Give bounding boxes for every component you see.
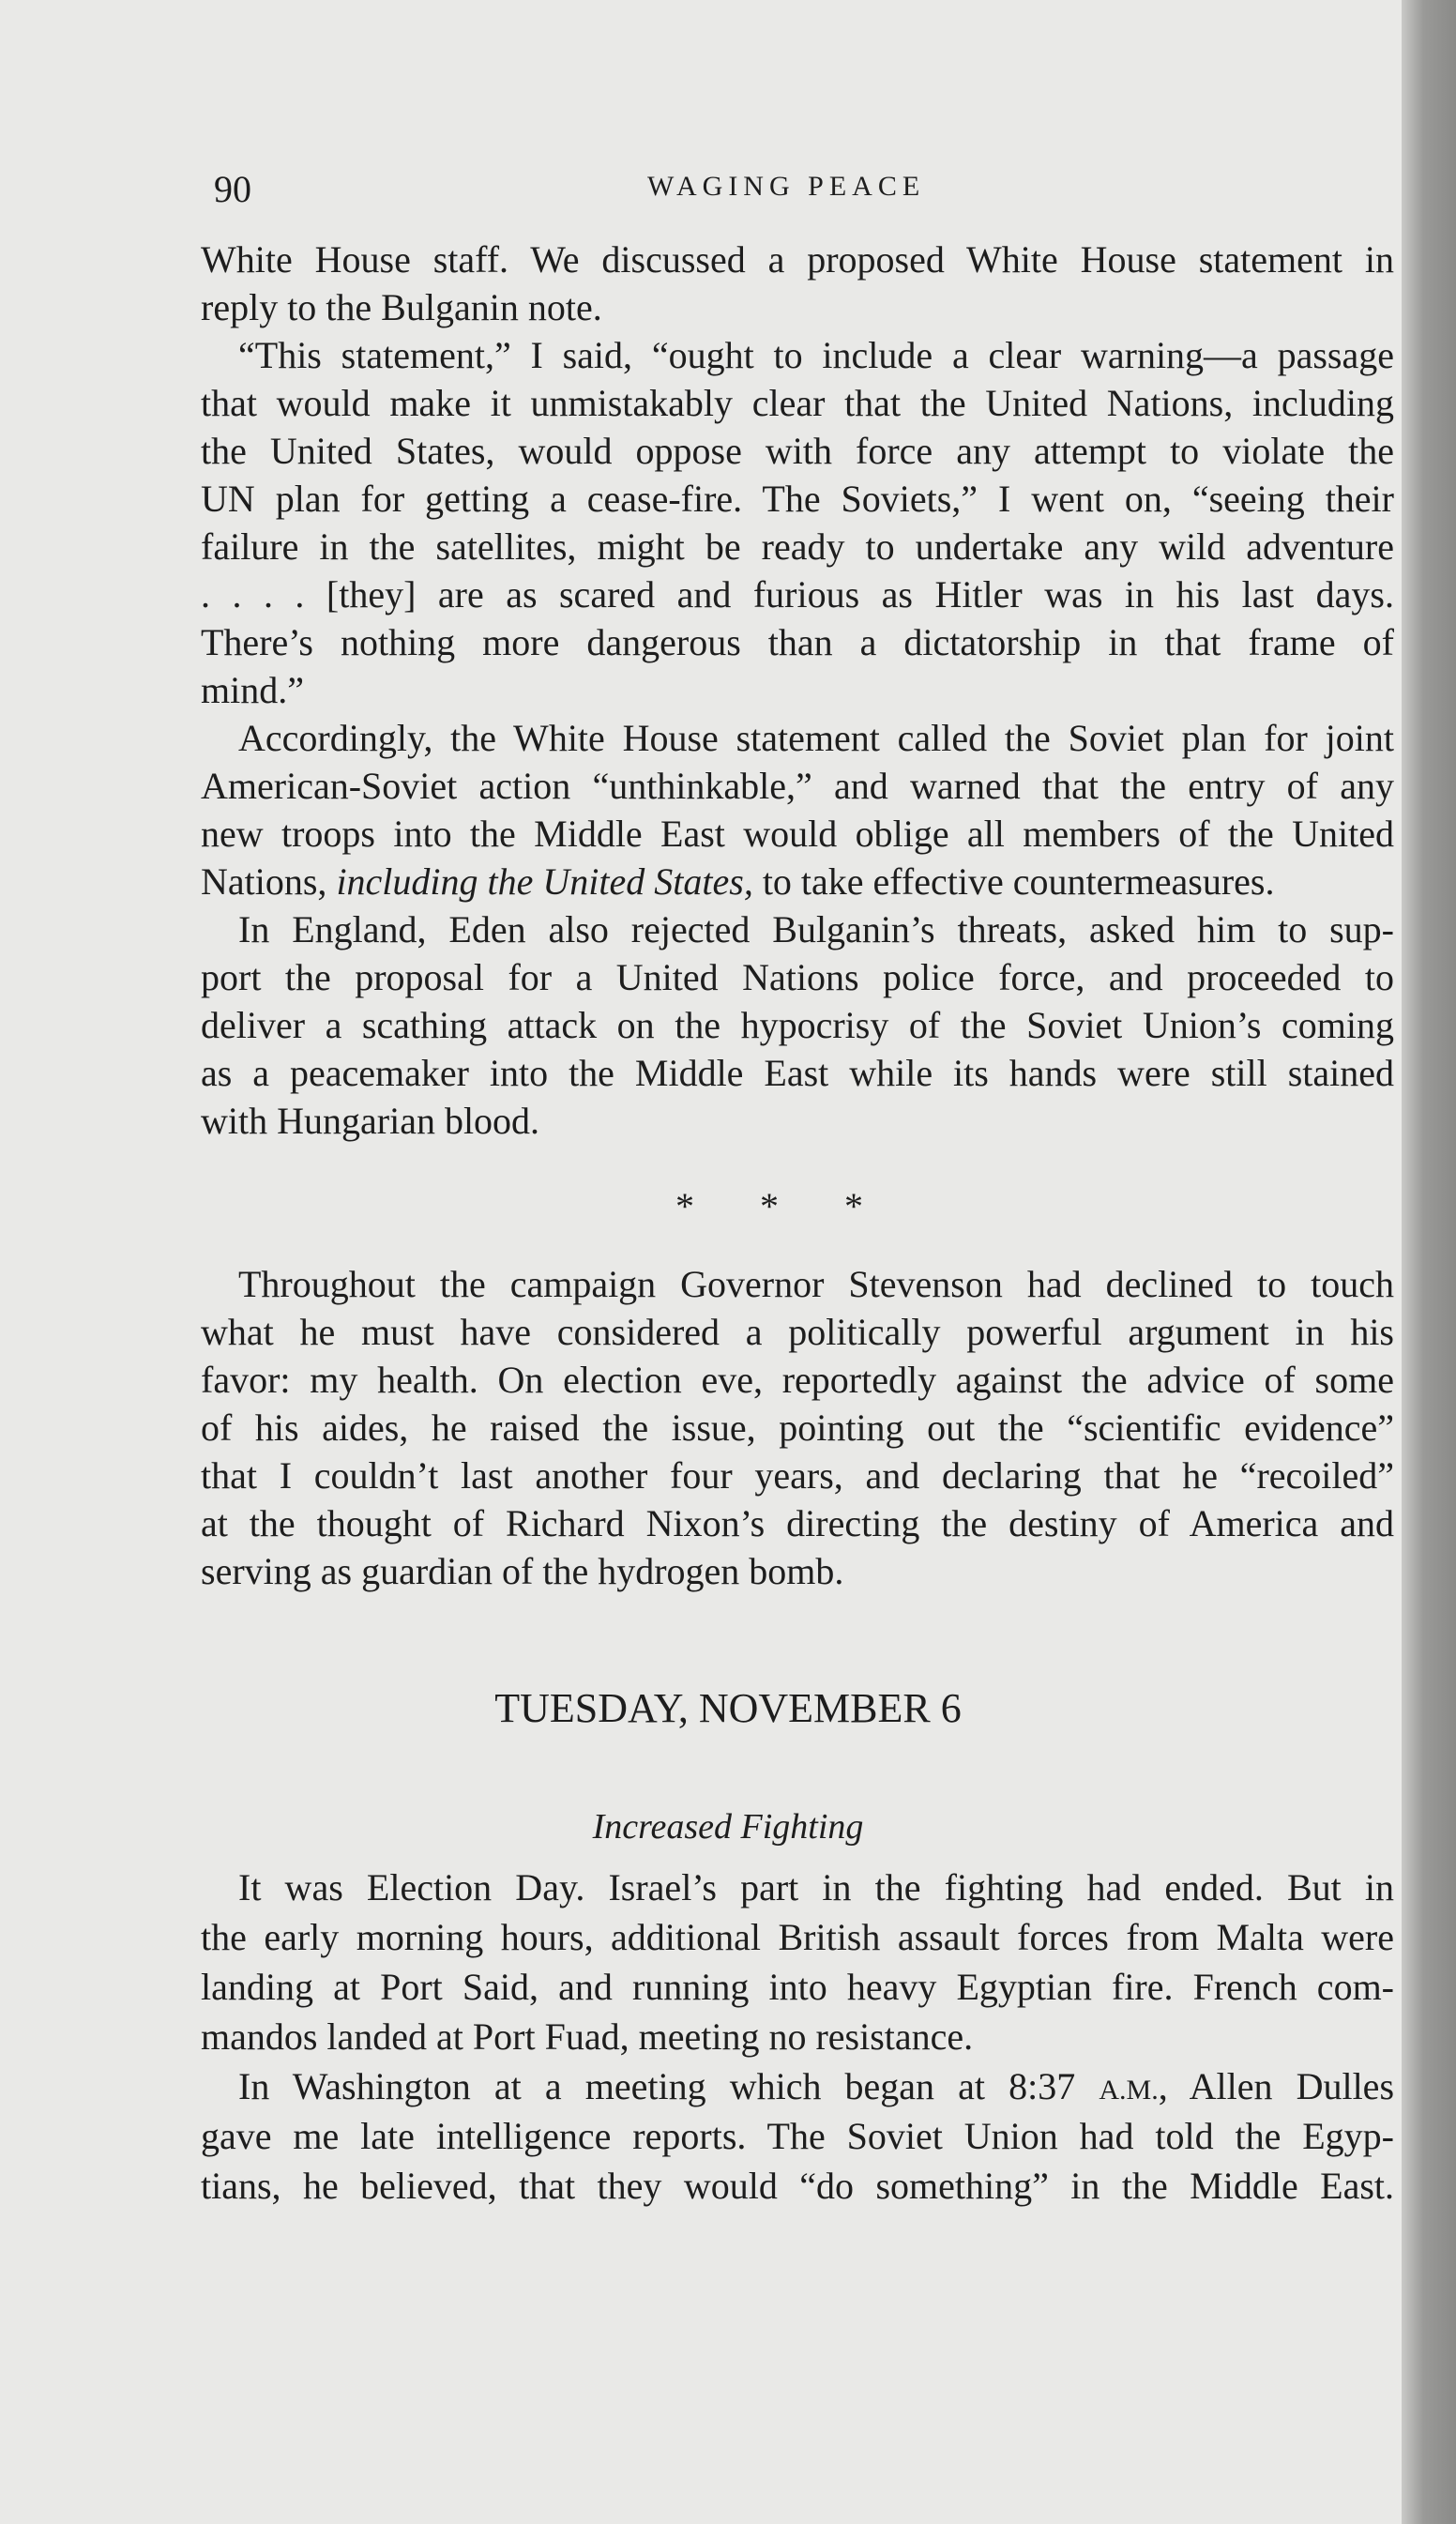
text-line: failure in the satellites, might be ready to undertake any wild adventure (201, 525, 1394, 568)
text-line: mind.” (201, 669, 304, 711)
text-line: serving as guardian of the hydrogen bomb. (201, 1550, 844, 1592)
text-line: tians, he believed, that they would “do something” in the Middle East. (201, 2165, 1394, 2207)
text-line: at the thought of Richard Nixon’s directing the destiny of America and (201, 1502, 1394, 1544)
text-line: new troops into the Middle East would oblige all members of the United (201, 813, 1394, 855)
text-segment: , Allen Dulles (1158, 2065, 1395, 2107)
text-line: “This statement,” I said, “ought to include a clear warning—a passage (238, 334, 1394, 376)
paragraph (201, 331, 1394, 714)
text-line (201, 858, 1394, 905)
text-segment: Nations, (201, 860, 337, 903)
text-segment: In Washington at a meeting which began at 8:37 (238, 2065, 1100, 2107)
paragraph (201, 2061, 1394, 2211)
text-line: Accordingly, the White House statement called the Soviet plan for joint (238, 717, 1394, 759)
text-line: reply to the Bulganin note. (201, 286, 602, 328)
text-line: Throughout the campaign Governor Stevenson had declined to touch (238, 1263, 1394, 1305)
page-number: 90 (214, 168, 251, 210)
small-caps-text: A.M. (1099, 2075, 1159, 2106)
paragraph (201, 905, 1394, 1145)
text-line: White House staff. We discussed a proposed White House statement in (201, 238, 1394, 281)
paragraph (201, 1863, 1394, 2061)
text-line (201, 2061, 1394, 2111)
paragraph (201, 1260, 1394, 1595)
text-line: gave me late intelligence reports. The Soviet Union had told the Egyp- (201, 2115, 1394, 2157)
text-line: as a peacemaker into the Middle East while its hands were still stained (201, 1052, 1394, 1094)
text-line: that I couldn’t last another four years, and declaring that he “recoiled” (201, 1454, 1394, 1497)
text-line: the United States, would oppose with force any attempt to violate the (201, 430, 1394, 472)
section-subheading: Increased Fighting (592, 1807, 864, 1847)
running-head: WAGING PEACE (647, 171, 926, 202)
text-line: mandos landed at Port Fuad, meeting no resistance. (201, 2015, 974, 2058)
text-segment: to take effective countermeasures. (752, 860, 1275, 903)
text-line: that would make it unmistakably clear that the United Nations, including (201, 382, 1394, 424)
text-line: In England, Eden also rejected Bulganin’s threats, asked him to sup- (238, 908, 1394, 950)
paragraph (201, 236, 1394, 331)
text-line: American-Soviet action “unthinkable,” and warned that the entry of any (201, 765, 1394, 807)
text-line: UN plan for getting a cease-fire. The Soviets,” I went on, “seeing their (201, 478, 1394, 520)
paragraph (201, 714, 1394, 905)
text-line: of his aides, he raised the issue, pointing out the “scientific evidence” (201, 1406, 1394, 1449)
text-line: deliver a scathing attack on the hypocrisy of the Soviet Union’s coming (201, 1004, 1394, 1046)
text-line: . . . . [they] are as scared and furious as Hitler was in his last days. (201, 573, 1394, 616)
text-line: landing at Port Said, and running into heavy Egyptian fire. French com- (201, 1966, 1394, 2008)
text-line: favor: my health. On election eve, reportedly against the advice of some (201, 1359, 1394, 1401)
italic-text: including the United States, (336, 860, 753, 903)
text-section-3 (201, 1863, 1394, 2211)
text-line: with Hungarian blood. (201, 1100, 540, 1142)
text-line: There’s nothing more dangerous than a dictatorship in that frame of (201, 621, 1394, 663)
text-section-1 (201, 236, 1394, 1145)
text-section-2 (201, 1260, 1394, 1595)
section-heading: TUESDAY, NOVEMBER 6 (494, 1685, 962, 1731)
text-line: port the proposal for a United Nations police force, and proceeded to (201, 956, 1394, 998)
text-line: the early morning hours, additional British assault forces from Malta were (201, 1916, 1394, 1958)
section-separator: * * * (675, 1185, 863, 1227)
text-line: It was Election Day. Israel’s part in the fighting had ended. But in (238, 1866, 1394, 1908)
page-gutter-shadow (1402, 0, 1456, 2524)
text-line: what he must have considered a politically powerful argument in his (201, 1311, 1394, 1353)
